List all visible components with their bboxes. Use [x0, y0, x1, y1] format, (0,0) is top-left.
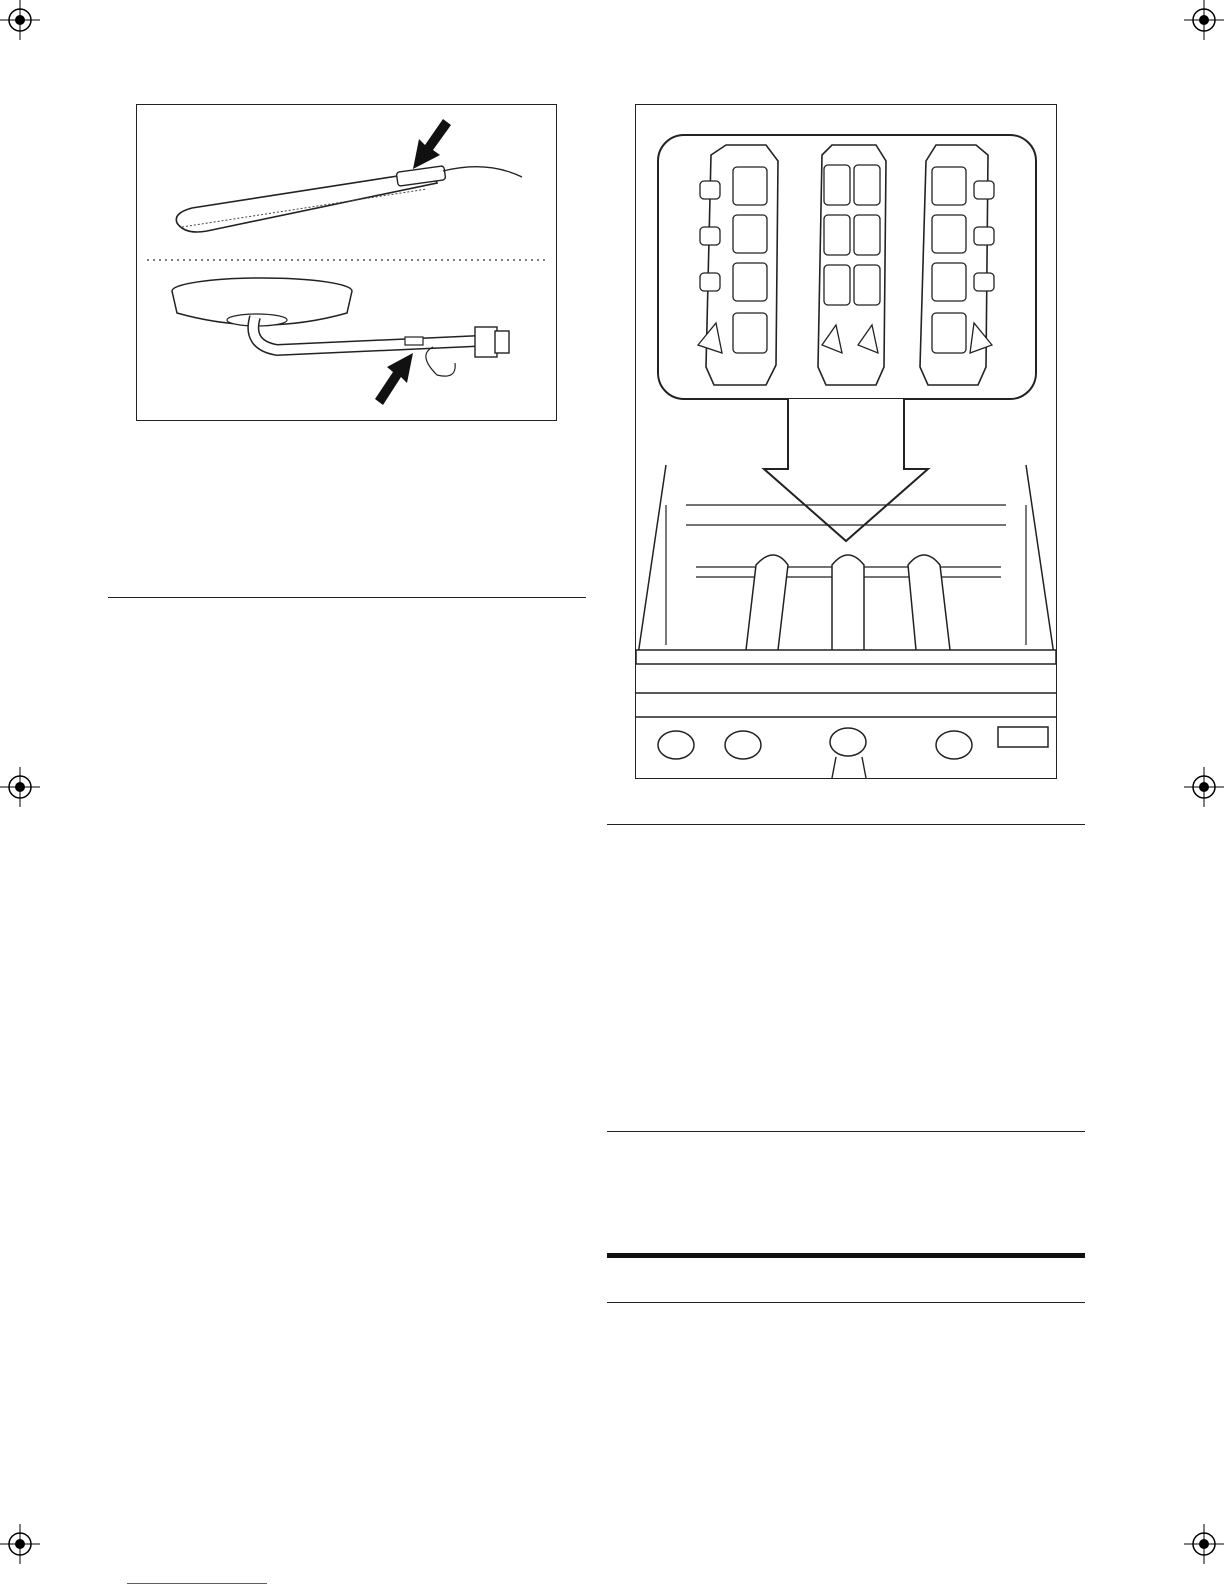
registration-mark-bottom-left [0, 1524, 40, 1564]
grill-figure [635, 104, 1057, 779]
burner-tube-figure [136, 104, 557, 421]
section-divider-right-3 [607, 1302, 1085, 1303]
registration-mark-bottom-right [1184, 1524, 1224, 1564]
section-divider-right-2 [607, 1131, 1085, 1132]
registration-mark-mid-right [1184, 767, 1224, 807]
section-divider-right-1 [607, 824, 1085, 825]
burner-tube-illustration [137, 105, 556, 420]
registration-mark-top-left [0, 0, 40, 40]
registration-mark-top-right [1184, 0, 1224, 40]
grill-heat-plates-illustration [636, 105, 1056, 778]
section-divider-left [108, 597, 586, 598]
registration-mark-mid-left [0, 767, 40, 807]
section-heading-bar [607, 1253, 1085, 1258]
